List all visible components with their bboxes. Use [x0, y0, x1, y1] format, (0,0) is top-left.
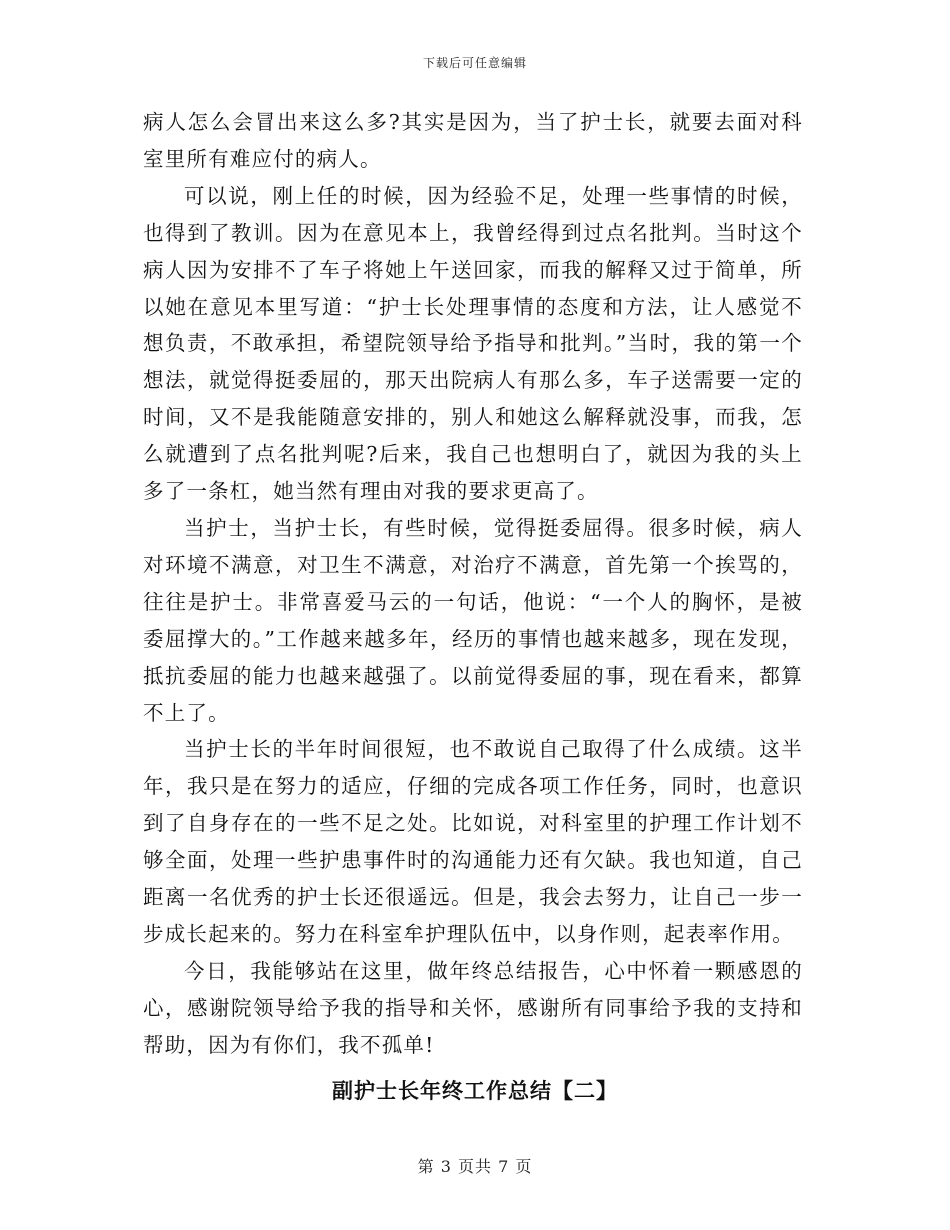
document-body [143, 104, 803, 1064]
paragraph: 可以说，刚上任的时候，因为经验不足，处理一些事情的时候，也得到了教训。因为在意见本上，我曾经得到过点名批判。当时这个病人因为安排不了车子将她上午送回家，而我的解释又过于简单，所以她在意见本里写道：“护士长处理事情的态度和方法，让人感觉不想负责，不敢承担，希望院领导给予指导和批判。”当时，我的第一个想法，就觉得挺委屈的，那天出院病人有那么多，车子送需要一定的时间，又不是我能随意安排的，别人和她这么解释就没事，而我，怎么就遭到了点名批判呢?后来，我自己也想明白了，就因为我的头上多了一条杠，她当然有理由对我的要求更高了。 [143, 183, 803, 504]
page-footer: 第 3 页共 7 页 [417, 1157, 533, 1176]
page-header: 下载后可任意编辑 [422, 56, 527, 70]
paragraph-continuation: 病人怎么会冒出来这么多?其实是因为，当了护士长，就要去面对科室里所有难应付的病人。 [143, 110, 803, 171]
section-title: 副护士长年终工作总结【二】 [332, 1078, 618, 1103]
paragraph: 当护士，当护士长，有些时候，觉得挺委屈得。很多时候，病人对环境不满意，对卫生不满意，对治疗不满意，首先第一个挨骂的，往往是护士。非常喜爱马云的一句话，他说：“一个人的胸怀，是被委屈撑大的。”工作越来越多年，经历的事情也越来越多，现在发现，抵抗委屈的能力也越来越强了。以前觉得委屈的事，现在看来，都算不上了。 [143, 515, 803, 725]
paragraph: 今日，我能够站在这里，做年终总结报告，心中怀着一颗感恩的心，感谢院领导给予我的指导和关怀，感谢所有同事给予我的支持和帮助，因为有你们，我不孤单! [143, 958, 803, 1057]
paragraph: 当护士长的半年时间很短，也不敢说自己取得了什么成绩。这半年，我只是在努力的适应，仔细的完成各项工作任务，同时，也意识到了自身存在的一些不足之处。比如说，对科室里的护理工作计划不够全面，处理一些护患事件时的沟通能力还有欠缺。我也知道，自己距离一名优秀的护士长还很遥远。但是，我会去努力，让自己一步一步成长起来的。努力在科室牟护理队伍中，以身作则，起表率作用。 [143, 737, 803, 946]
